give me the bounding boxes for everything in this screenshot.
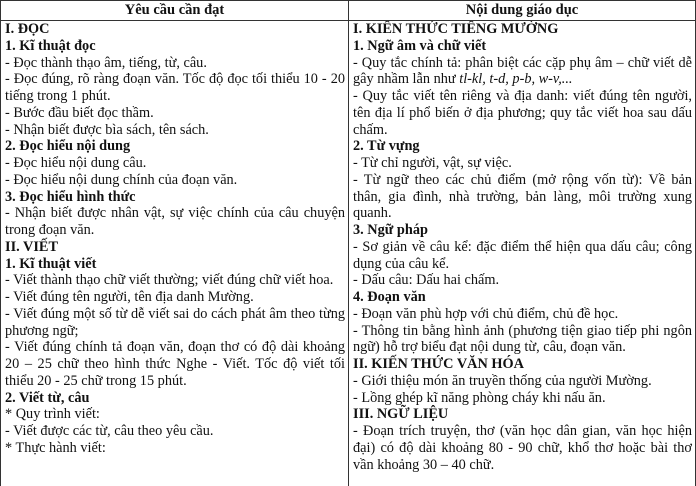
list-item xyxy=(5,339,345,389)
table-header-row xyxy=(1,1,695,21)
list-item xyxy=(5,205,345,239)
section-heading xyxy=(5,21,345,38)
item-text: 1. Ngữ âm và chữ viết xyxy=(353,37,487,54)
section-heading xyxy=(353,38,692,55)
item-text: 3. Đọc hiểu hình thức xyxy=(5,188,136,205)
item-text: - Đoạn văn phù hợp với chủ điểm, chủ đề học. xyxy=(353,305,619,322)
item-text: - Đọc đúng, rõ ràng đoạn văn. Tốc độ đọc tối thiểu 10 - 20 tiếng trong 1 phút. xyxy=(5,71,345,104)
list-item xyxy=(5,289,345,306)
section-heading xyxy=(353,222,692,239)
item-text: - Đoạn trích truyện, thơ (văn học dân gian, văn học hiện đại) có độ dài khoảng 80 - 90 chữ, khổ thơ hoặc bài thơ vần khoảng 30 – 40 chữ. xyxy=(353,423,692,473)
item-text: 4. Đoạn văn xyxy=(353,289,426,305)
list-item xyxy=(353,373,692,390)
item-text: 2. Viết từ, câu xyxy=(5,389,90,406)
list-item xyxy=(353,272,692,289)
section-heading xyxy=(353,406,692,423)
header-requirements: Yêu cầu cần đạt xyxy=(1,1,349,20)
item-text: - Đọc hiểu nội dung câu. xyxy=(5,155,147,171)
list-item xyxy=(353,390,692,407)
list-item xyxy=(353,323,692,357)
item-text: - Sơ giản về câu kể: đặc điểm thể hiện qua dấu câu; công dụng của câu kể. xyxy=(353,238,692,272)
list-item xyxy=(353,423,692,473)
item-text: III. NGỮ LIỆU xyxy=(353,406,449,423)
item-text: 2. Đọc hiểu nội dung xyxy=(5,138,131,155)
list-item xyxy=(5,423,345,440)
item-text: - Viết đúng một số từ dễ viết sai do cách phát âm theo từng phương ngữ; xyxy=(5,305,345,339)
item-text: - Quy tắc viết tên riêng và địa danh: viết đúng tên người, tên địa lí phổ biến ở địa phương; quy tắc viết hoa sau dấu chấm. xyxy=(353,88,692,138)
italic-examples: tl-kl, t-d, p-b, w-v,... xyxy=(459,71,573,88)
list-item xyxy=(5,172,345,189)
item-text: - Từ chỉ người, vật, sự việc. xyxy=(353,155,512,171)
item-text: 1. Kĩ thuật đọc xyxy=(5,37,96,54)
item-text: - Thông tin bằng hình ảnh (phương tiện giao tiếp phi ngôn ngữ) hỗ trợ biểu đạt nội dung từ, câu, đoạn văn. xyxy=(353,322,692,356)
table-body-row xyxy=(1,21,695,486)
list-item xyxy=(353,239,692,273)
section-heading xyxy=(5,390,345,407)
section-heading xyxy=(353,21,692,38)
item-text: - Nhận biết được bìa sách, tên sách. xyxy=(5,121,209,138)
item-text: - Giới thiệu món ăn truyền thống của người Mường. xyxy=(353,372,652,389)
item-text: - Từ ngữ theo các chủ điểm (mở rộng vốn từ): Về bản thân, gia đình, nhà trường, bản làng, môi trường xung quanh. xyxy=(353,171,692,222)
item-text: 2. Từ vựng xyxy=(353,138,420,155)
section-heading xyxy=(5,239,345,256)
item-text: - Viết đúng tên người, tên địa danh Mường. xyxy=(5,289,254,305)
list-item xyxy=(5,55,345,72)
item-text: - Đọc thành thạo âm, tiếng, từ, câu. xyxy=(5,54,207,71)
item-text: * Quy trình viết: xyxy=(5,406,100,423)
list-item xyxy=(5,122,345,139)
section-heading xyxy=(353,138,692,155)
list-item xyxy=(5,272,345,289)
section-heading xyxy=(5,189,345,206)
list-item xyxy=(5,155,345,172)
section-heading xyxy=(5,38,345,55)
list-item xyxy=(353,306,692,323)
item-text: - Lồng ghép kĩ năng phòng cháy khi nấu ăn. xyxy=(353,389,606,406)
requirements-column xyxy=(1,21,349,486)
item-text: - Quy tắc chính tả: phân biệt các cặp phụ âm – chữ viết dễ gây nhầm lẫn như xyxy=(353,54,692,88)
list-item xyxy=(353,55,692,89)
item-text: - Dấu câu: Dấu hai chấm. xyxy=(353,272,500,289)
list-item xyxy=(353,88,692,138)
item-text: 1. Kĩ thuật viết xyxy=(5,255,97,272)
list-item xyxy=(5,306,345,340)
item-text: - Viết đúng chính tả đoạn văn, đoạn thơ có độ dài khoảng 20 – 25 chữ theo hình thức Nghe - Viết. Tốc độ viết tối thiểu 20 - 25 chữ trong 15 phút. xyxy=(5,339,345,389)
list-item xyxy=(5,440,345,457)
list-item xyxy=(353,155,692,172)
item-text: I. KIẾN THỨC TIẾNG MƯỜNG xyxy=(353,21,559,37)
item-text: - Nhận biết được nhân vật, sự việc chính của câu chuyện trong đoạn văn. xyxy=(5,205,345,238)
list-item xyxy=(5,71,345,105)
list-item xyxy=(353,172,692,222)
item-text: - Viết được các từ, câu theo yêu cầu. xyxy=(5,423,214,439)
item-text: 3. Ngữ pháp xyxy=(353,222,428,238)
item-text: II. KIẾN THỨC VĂN HÓA xyxy=(353,356,524,372)
item-text: I. ĐỌC xyxy=(5,21,50,37)
item-text: - Viết thành thạo chữ viết thường; viết đúng chữ viết hoa. xyxy=(5,272,334,289)
section-heading xyxy=(5,138,345,155)
header-content: Nội dung giáo dục xyxy=(465,2,579,18)
content-column xyxy=(349,21,695,486)
list-item xyxy=(5,406,345,423)
item-text: * Thực hành viết: xyxy=(5,439,106,456)
section-heading xyxy=(5,256,345,273)
section-heading xyxy=(353,356,692,373)
item-text: - Bước đầu biết đọc thầm. xyxy=(5,104,154,121)
item-text: - Đọc hiểu nội dung chính của đoạn văn. xyxy=(5,171,238,188)
list-item xyxy=(5,105,345,122)
item-text: II. VIẾT xyxy=(5,238,58,255)
section-heading xyxy=(353,289,692,306)
